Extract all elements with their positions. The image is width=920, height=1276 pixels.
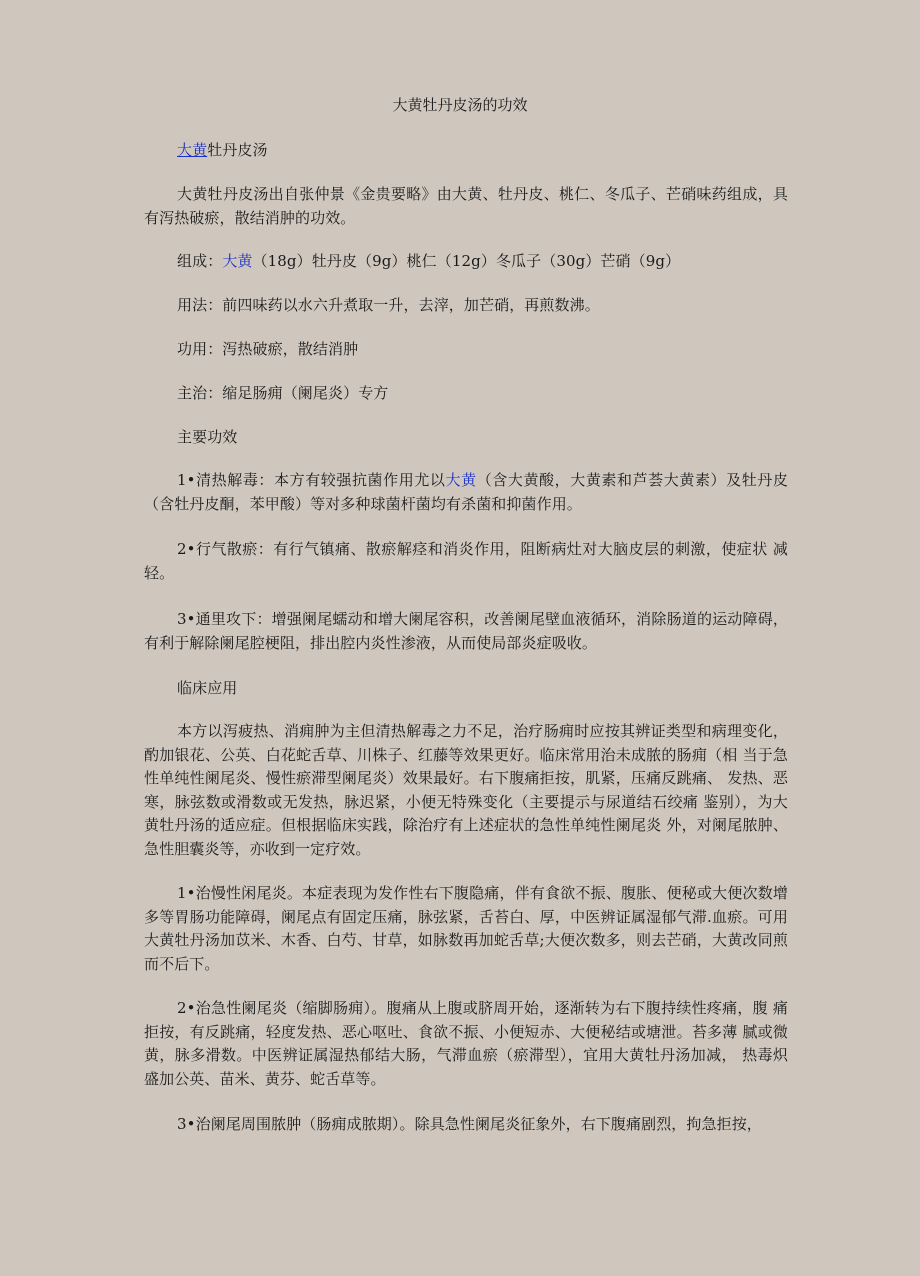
paragraph-heading [144,139,788,161]
paragraph-clinical-1: 1•治慢性闲尾炎。本症表现为发作性右下腹隐痛，伴有食欲不振、腹胀、便秘或大便次数增多等胃肠功能障碍，阑尾点有固定压痛，脉弦紧，舌苔白、厚，中医辨证属湿郁气滞.血瘀。可用大黄牡丹汤加苡米、木香、白芍、甘草，如脉数再加蛇舌草;大便次数多，则去芒硝，大黄改同煎而不后下。 [144,884,788,973]
paragraph-clinical-3: 3•治阑尾周围脓肿（肠痈成脓期）。除具急性阑尾炎征象外，右下腹痛剧烈，拘急拒按， [177,1115,762,1133]
paragraph-clinical-2: 2•治急性阑尾炎（缩脚肠痈）。腹痛从上腹或脐周开始，逐渐转为右下腹持续性疼痛，腹 痛拒按，有反跳痛，轻度发热、恶心呕吐、食欲不振、小便短赤、大便秘结或塘泄。苔多薄 腻或微黄，脉多滑数。中医辨证属湿热郁结大肠，气滞血瘀（瘀滞型），宜用大黄牡丹汤加减， 热毒炽盛加公英、苗米、黄芬、蛇舌草等。 [144,999,788,1088]
composition-label: 组成： [177,252,223,270]
effect-1-text: （含大黄酸，大黄素和芦荟大黄素）及牡丹皮 （含牡丹皮酮，苯甲酸）等对多种球菌杆菌均有杀菌和抑菌作用。 [144,471,788,513]
document-title: 大黄牡丹皮汤的功效 [392,96,528,114]
paragraph-indication: 主治：缩足肠痈（阑尾炎）专方 [177,384,389,402]
paragraph-effect-1 [144,469,788,516]
herb-link-dahuang[interactable]: 大黄 [177,141,208,159]
section-heading-main-effects: 主要功效 [177,428,238,446]
herb-link-dahuang[interactable]: 大黄 [222,252,253,270]
paragraph-clinical-overview: 本方以泻疲热、消痈肿为主但清热解毒之力不足，治疗肠痈时应按其辨证类型和病理变化，酌加银花、公英、白花蛇舌草、川株子、红藤等效果更好。临床常用治未成脓的肠痈（相 当于急性单纯性阑尾炎、慢性瘀滞型阑尾炎）效果最好。右下腹痛拒按，肌紧，压痛反跳痛、 发热、恶寒，脉弦数或滑数或无发热，脉迟紧，小便无特殊变化（主要提示与尿道结石绞痛 鉴别），为大黄牡丹汤的适应症。但根据临床实践，除治疗有上述症状的急性单纯性阑尾炎 外，对阑尾脓肿、急性胆囊炎等，亦收到一定疗效。 [144,722,788,858]
section-heading-clinical: 临床应用 [177,679,238,697]
paragraph-effect-2: 2•行气散瘀：有行气镇痛、散瘀解痉和消炎作用，阻断病灶对大脑皮层的刺激，使症状 减轻。 [144,540,788,582]
composition-text: （18g）牡丹皮（9g）桃仁（12g）冬瓜子（30g）芒硝（9g） [252,252,681,270]
paragraph-heading-text: 牡丹皮汤 [207,141,268,159]
paragraph-effect-3: 3•通里攻下：增强阑尾蠕动和增大阑尾容积，改善阑尾壁血液循环，消除肠道的运动障碍，有利于解除阑尾腔梗阻，排出腔内炎性渗液，从而使局部炎症吸收。 [144,610,788,652]
paragraph-intro: 大黄牡丹皮汤出自张仲景《金贵要略》由大黄、牡丹皮、桃仁、冬瓜子、芒硝味药组成，具有泻热破瘀，散结消肿的功效。 [144,185,788,227]
herb-link-dahuang[interactable]: 大黄 [445,471,477,489]
paragraph-composition [144,250,788,272]
paragraph-usage: 用法：前四味药以水六升煮取一升，去滓，加芒硝，再煎数沸。 [177,296,600,314]
paragraph-function: 功用：泻热破瘀，散结消肿 [177,340,359,358]
effect-1-prefix: 1•清热解毒：本方有较强抗菌作用尤以 [177,471,446,489]
